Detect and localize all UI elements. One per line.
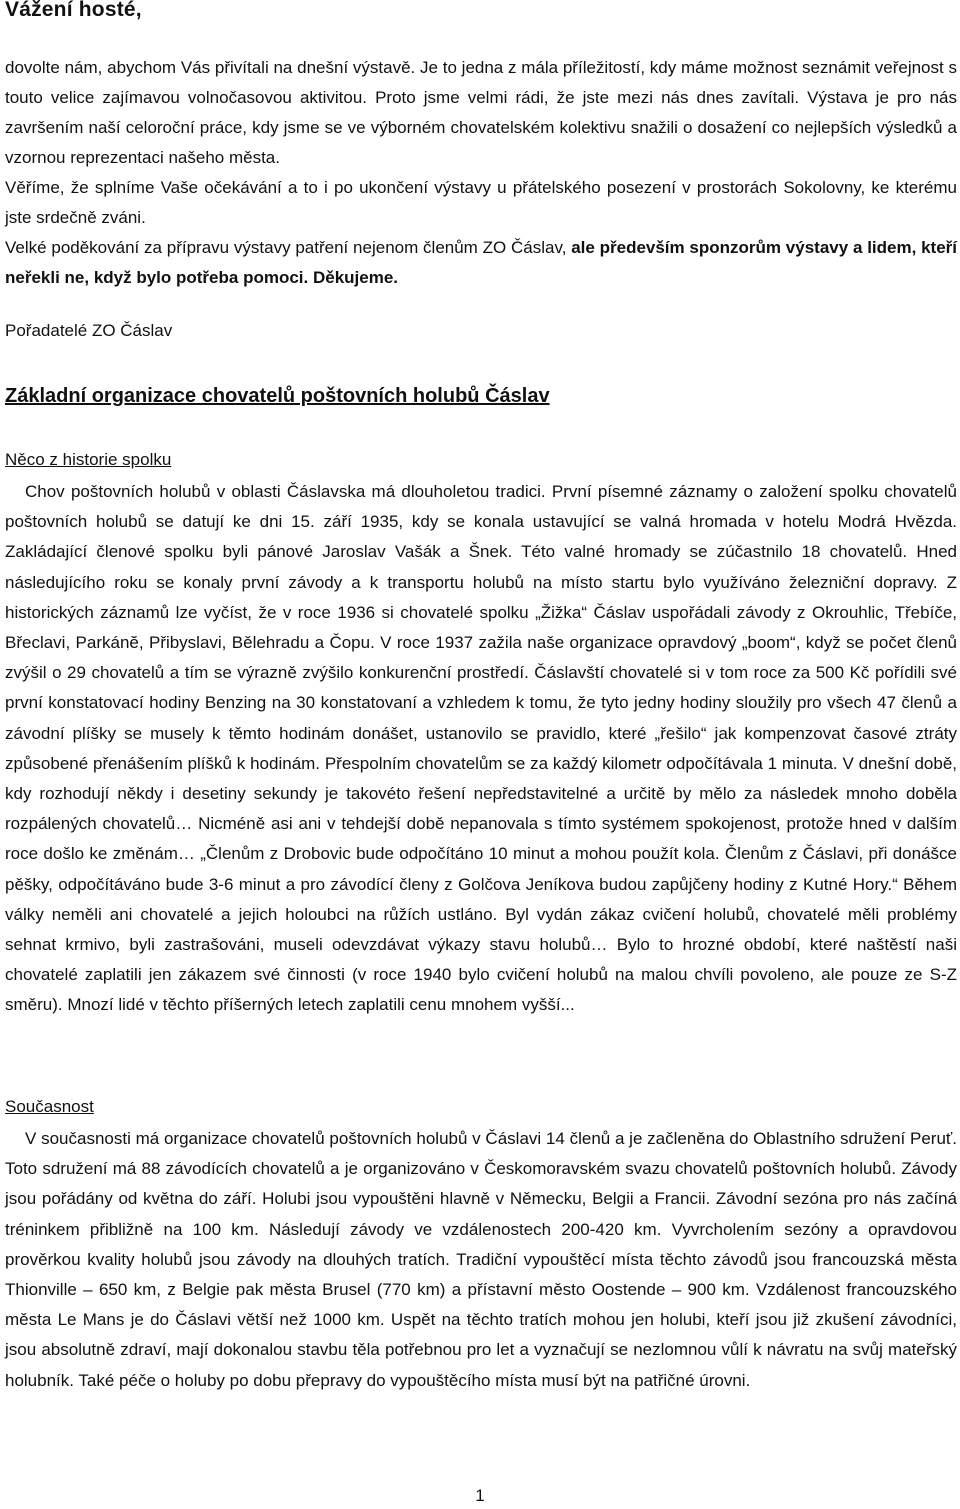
intro-paragraph-3: [5, 233, 957, 293]
organization-title: Základní organizace chovatelů poštovních holubů Čáslav: [5, 385, 550, 407]
intro-block: [5, 53, 957, 293]
thanks-text: Velké poděkování za přípravu výstavy patření nejenom členům ZO Čáslav,: [5, 238, 572, 257]
greeting-heading: Vážení hosté,: [5, 0, 142, 21]
history-heading: Něco z historie spolku: [5, 450, 172, 469]
intro-paragraph-2: Věříme, že splníme Vaše očekávání a to i po ukončení výstavy u přátelského posezení v prostorách Sokolovny, ke kterému jste srdečně zváni.: [5, 178, 957, 227]
thanks-sponsors-text: ale především sponzorům výstavy a lidem, kteří neřekli ne, když bylo potřeba pomoci. Děkujeme.: [5, 238, 957, 287]
page-number: 1: [475, 1486, 485, 1505]
history-paragraph: Chov poštovních holubů v oblasti Čáslavska má dlouholetou tradici. První písemné záznamy o založení spolku chovatelů poštovních holubů se datují ke dni 15. září 1935, kdy se konala ustavující se valná hromada v hotelu Modrá Hvězda. Zakládající členové spolku byli pánové Jaroslav Vašák a Šnek. Této valné hromady se zúčastnilo 18 chovatelů. Hned následujícího roku se konaly první závody a k transportu holubů na místo startu bylo využíváno železniční dopravy. Z historických záznamů lze vyčíst, že v roce 1936 si chovatelé spolku „Žižka“ Čáslav uspořádali závody z Okrouhlic, Třebíče, Břeclavi, Parkánĕ, Přibyslavi, Bělehradu a Čopu. V roce 1937 zažila naše organizace opravdový „boom“, když se počet členů zvýšil o 29 chovatelů a tím se výrazně zvýšilo konkurenční prostředí. Čáslavští chovatelé si v tom roce za 500 Kč pořídili své první konstatovací hodiny Benzing na 30 konstatovaní a vzhledem k tomu, že tyto jedny hodiny sloužily pro všech 47 členů a závodní plíšky se musely k těmto hodinám donášet, ustanovilo se pravidlo, které „řešilo“ jak kompenzovat časové ztráty způsobené přenášením plíšků k hodinám. Přespolním chovatelům se za každý kilometr odpočítávala 1 minuta. V dnešní době, kdy rozhodují někdy i desetiny sekundy je takovéto řešení nepředstavitelné a určitě by mělo za následek mnoho doběla rozpálených chovatelů… Nicméně asi ani v tehdejší době nepanovala s tímto systémem spokojenost, protože hned v dalším roce došlo ke změnám… „Členům z Drobovic bude odpočítáno 10 minut a mohou použít kola. Členům z Čáslavi, při donášce pěšky, odpočítáváno bude 3-6 minut a pro závodící členy z Golčova Jeníkova budou zapůjčeny hodiny z Kutné Hory.“ Během války neměli ani chovatelé a jejich holoubci na růžích ustláno. Byl vydán zákaz cvičení holubů, chovatelé měli problémy sehnat krmivo, byli zastrašováni, museli odevzdávat výkazy stavu holubů… Bylo to hrozné období, které naštěstí naši chovatelé zaplatili jen zákazem své činnosti (v roce 1940 bylo cvičení holubů na malou chvíli povoleno, ale pouze ze S-Z směru). Mnozí lidé v těchto příšerných letech zaplatili cenu mnohem vyšší...: [5, 482, 957, 1015]
signature: Pořadatelé ZO Čáslav: [5, 321, 173, 340]
current-heading: Současnost: [5, 1097, 94, 1116]
intro-paragraph-1: dovolte nám, abychom Vás přivítali na dnešní výstavě. Je to jedna z mála příležitostí, kdy máme možnost seznámit veřejnost s touto velice zajímavou volnočasovou aktivitou. Proto jsme velmi rádi, že jste mezi nás dnes zavítali. Výstava je pro nás završením naší celoroční práce, kdy jsme se ve výborném chovatelském kolektivu snažili o dosažení co nejlepších výsledků a vzornou reprezentaci našeho města.: [5, 58, 957, 167]
current-paragraph: V současnosti má organizace chovatelů poštovních holubů v Čáslavi 14 členů a je začleněna do Oblastního sdružení Peruť. Toto sdružení má 88 závodících chovatelů a je organizováno v Českomoravském svazu chovatelů poštovních holubů. Závody jsou pořádány od května do září. Holubi jsou vypouštěni hlavně v Německu, Belgii a Francii. Závodní sezóna pro nás začíná tréninkem přibližně na 100 km. Následují závody ve vzdálenostech 200-420 km. Vyvrcholením sezóny a opravdovou prověrkou kvality holubů jsou závody na dlouhých tratích. Tradiční vypouštěcí místa těchto závodů jsou francouzská města Thionville – 650 km, z Belgie pak města Brusel (770 km) a přístavní město Oostende – 900 km. Vzdálenost francouzského města Le Mans je do Čáslavi větší než 1000 km. Uspět na těchto tratích mohou jen holubi, kteří jsou již zkušení závodníci, jsou absolutně zdraví, mají dokonalou stavbu těla potřebnou pro let a vyznačují se nezlomnou vůlí k návratu na svůj mateřský holubník. Také péče o holuby po dobu přepravy do vypouštěcího místa musí být na patřičné úrovni.: [5, 1129, 957, 1390]
